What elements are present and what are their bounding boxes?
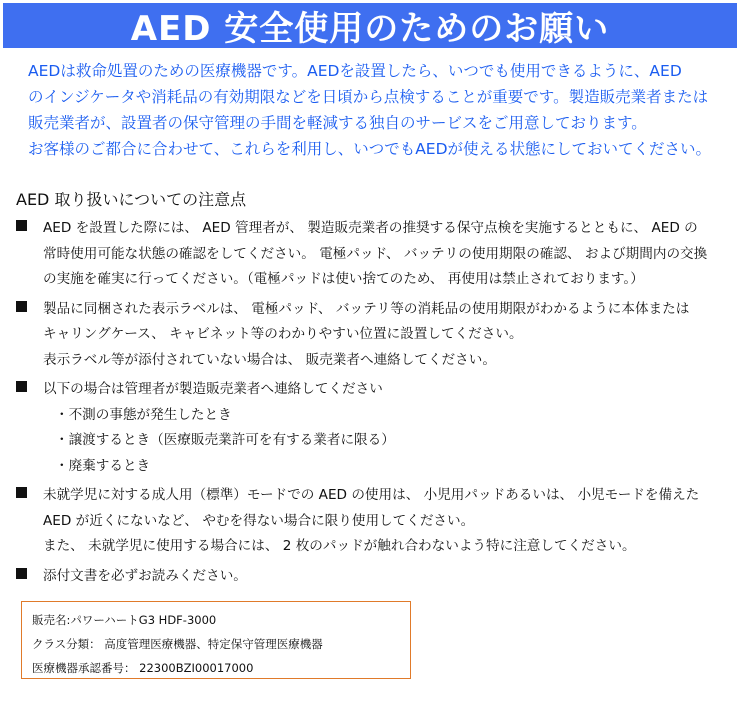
note-line: キャリングケース、 キャビネット等のわかりやすい位置に設置してください。 [43, 326, 523, 342]
note-sub-item: ・廃棄するとき [55, 457, 151, 474]
note-sub-item: ・譲渡するとき（医療販売業許可を有する業者に限る） [55, 432, 395, 448]
note-item-maintenance [16, 216, 728, 293]
intro-line: AEDは救命処置のための医療機器です。AEDを設置したら、いつでも使用できるように、AED [28, 62, 682, 80]
intro-line: お客様のご都合に合わせて、これらを利用し、いつでもAEDが使える状態にしておいてください。 [28, 140, 712, 158]
intro-line: のインジケータや消耗品の有効期限などを日頃から点検することが重要です。製造販売業者または [28, 88, 709, 106]
note-line: AED が近くにないなど、 やむを得ない場合に限り使用してください。 [43, 512, 475, 529]
square-bullet-icon [16, 220, 27, 231]
square-bullet-icon [16, 487, 27, 498]
note-sub-item: ・不測の事態が発生したとき [55, 406, 232, 423]
intro-line: 販売業者が、設置者の保守管理の手間を軽減する独自のサービスをご用意しております。 [28, 114, 647, 132]
spec-class: クラス分類： 高度管理医療機器、特定保守管理医療機器 [32, 637, 323, 651]
square-bullet-icon [16, 381, 27, 392]
note-line: 添付文書を必ずお読みください。 [43, 567, 247, 584]
note-line: 製品に同梱された表示ラベルは、 電極パッド、 バッテリ等の消耗品の使用期限がわかるように本体または [43, 300, 690, 317]
note-line: AED を設置した際には、 AED 管理者が、 製造販売業者の推奨する保守点検を実施するとともに、 AED の [43, 220, 698, 236]
note-line: 常時使用可能な状態の確認をしてください。 電極パッド、 バッテリの使用期限の確認、 および期間内の交換 [43, 245, 708, 262]
notes-list [16, 216, 728, 593]
title-banner [3, 3, 737, 48]
note-line: 表示ラベル等が添付されていない場合は、 販売業者へ連絡してください。 [43, 351, 496, 368]
note-item-contact [16, 377, 728, 479]
note-item-label [16, 297, 728, 374]
square-bullet-icon [16, 568, 27, 579]
note-line: 未就学児に対する成人用（標準）モードでの AED の使用は、 小児用パッドあるいは、 小児モードを備えた [43, 487, 700, 503]
note-item-preschool [16, 483, 728, 560]
product-spec-box [21, 601, 411, 679]
square-bullet-icon [16, 301, 27, 312]
spec-approval-number: 医療機器承認番号： 22300BZI00017000 [32, 661, 254, 675]
note-line: の実施を確実に行ってください。（電極パッドは使い捨てのため、 再使用は禁止されております。） [43, 271, 644, 287]
section-heading: AED 取り扱いについての注意点 [16, 190, 247, 209]
note-item-documents [16, 564, 728, 590]
note-line: また、 未就学児に使用する場合には、 2 枚のパッドが触れ合わないよう特に注意してください。 [43, 538, 636, 554]
note-line: 以下の場合は管理者が製造販売業者へ連絡してください [43, 381, 383, 397]
page-title: AED 安全使用のためのお願い [130, 9, 610, 49]
intro-paragraph [28, 58, 728, 162]
spec-product-name: 販売名:パワーハートG3 HDF-3000 [32, 613, 217, 627]
